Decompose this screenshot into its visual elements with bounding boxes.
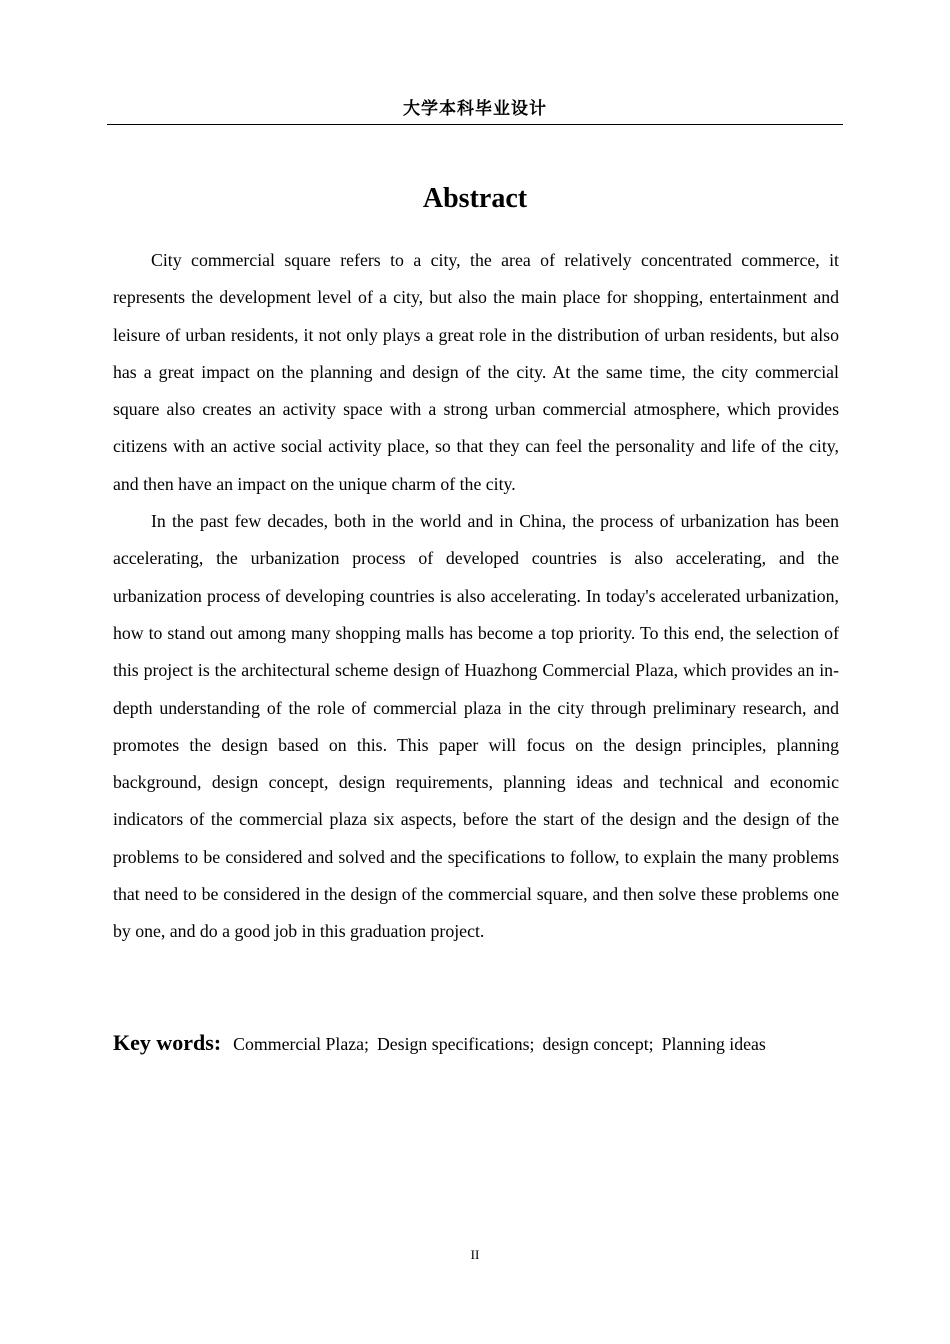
keyword-item: Planning ideas bbox=[661, 1034, 766, 1054]
keyword-item: Design specifications bbox=[376, 1034, 530, 1054]
keyword-separator: ; bbox=[364, 1034, 369, 1054]
keyword-separator: ; bbox=[529, 1034, 535, 1054]
page-number: II bbox=[470, 1247, 480, 1262]
abstract-body bbox=[113, 242, 839, 951]
header-title: 大学本科毕业设计 bbox=[403, 99, 547, 119]
keywords-line bbox=[113, 1026, 853, 1063]
keywords-label: Key words: bbox=[113, 1030, 222, 1055]
abstract-title: Abstract bbox=[422, 183, 528, 214]
keyword-item: design concept bbox=[542, 1034, 649, 1054]
page-header bbox=[107, 96, 843, 125]
keyword-item: Commercial Plaza bbox=[233, 1034, 364, 1054]
keyword-separator: ; bbox=[648, 1034, 654, 1054]
abstract-paragraph-1: City commercial square refers to a city, the area of relatively concentrated commerce, it represents the development level of a city, but also the main place for shopping, entertainment and leisure of urban residents, it not only plays a great role in the distribution of urban residents, but also has a great impact on the planning and design of the city. At the same time, the city commercial square also creates an activity space with a strong urban commercial atmosphere, which provides citizens with an active social activity place, so that they can feel the personality and life of the city, and then have an impact on the unique charm of the city. bbox=[113, 250, 839, 494]
abstract-paragraph-2: In the past few decades, both in the world and in China, the process of urbanization has been accelerating, the urbanization process of developed countries is also accelerating, and the urbanization process of developing countries is also accelerating. In today's accelerated urbanization, how to stand out among many shopping malls has become a top priority. To this end, the selection of this project is the architectural scheme design of Huazhong Commercial Plaza, which provides an in-depth understanding of the role of commercial plaza in the city through preliminary research, and promotes the design based on this. This paper will focus on the design principles, planning background, design concept, design requirements, planning ideas and technical and economic indicators of the commercial plaza six aspects, before the start of the design and the design of the problems to be considered and solved and the specifications to follow, to explain the many problems that need to be considered in the design of the commercial square, and then solve these problems one by one, and do a good job in this graduation project. bbox=[113, 511, 839, 942]
